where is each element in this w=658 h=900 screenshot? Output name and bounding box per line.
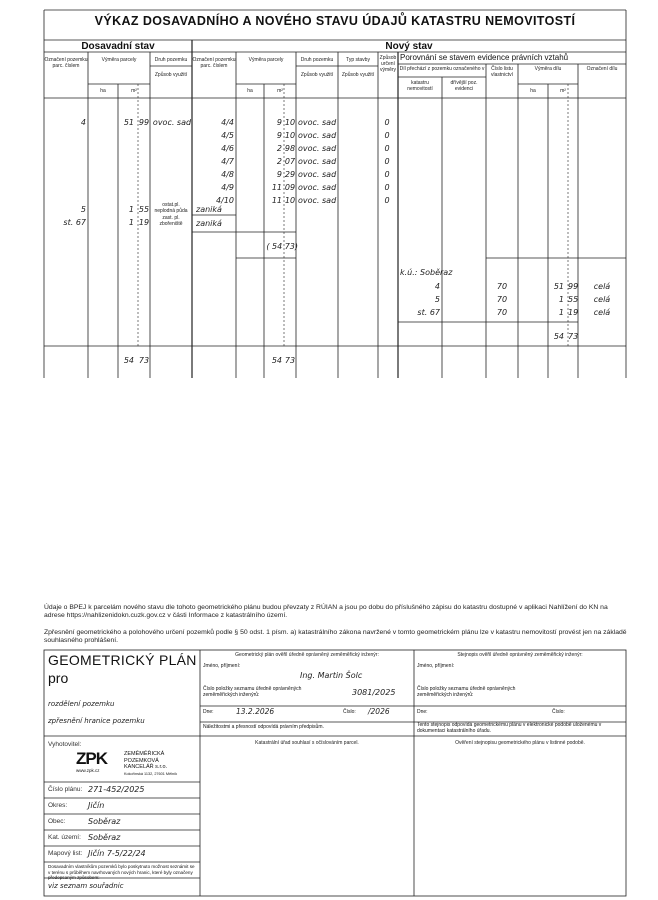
header-comp-m2: m² <box>560 88 566 94</box>
old-use: neplodná půda <box>154 208 188 214</box>
header-part-label: Označení dílu <box>586 66 618 72</box>
date-label: Dne: <box>203 709 214 715</box>
comp-ha: 1 <box>558 295 564 304</box>
maker-label: Vyhotovitel: <box>48 741 82 748</box>
office-text: Katastrální úřad souhlasí s očíslováním parcel. <box>255 740 359 746</box>
header-building: Typ stavby <box>346 57 370 63</box>
name-label-left: Jméno, příjmení: <box>203 663 241 669</box>
plan-pro: pro <box>48 670 69 686</box>
old-parcel: 5 <box>80 205 86 214</box>
new-parcel: 4/9 <box>221 183 234 192</box>
comp-label: celá <box>593 308 611 317</box>
district: Jičín <box>88 801 105 810</box>
comp-parcel: 4 <box>434 282 440 291</box>
precise-note: Zpřesnění geometrického a polohového určení pozemků podle § 50 odst. 1 písm. a) katastrálního zákona navržené v tomto geometrickém plánu lze v katastru nemovitostí provést jen na základě souhlasného prohlášení. <box>44 629 627 645</box>
map-sheet: Jičín 7-5/22/24 <box>88 849 146 858</box>
header-old-ha: ha <box>100 88 106 94</box>
comp-m2: 55 <box>568 295 579 304</box>
company-line-3: KANCELÁŘ s.r.o. <box>124 764 168 770</box>
new-m2: 10 <box>284 118 296 127</box>
header-part-area: Výměra dílu <box>534 66 562 72</box>
number-value: /2026 <box>368 707 390 716</box>
new-ha: 9 <box>276 131 282 140</box>
new-kind: ovoc. sad <box>298 118 337 127</box>
header-old-m2: m² <box>131 88 137 94</box>
company-line-2: POZEMKOVÁ <box>124 757 159 764</box>
old-m2: 55 <box>138 205 150 214</box>
header-new-kind: Druh pozemku <box>300 57 334 63</box>
new-parcel: 4/8 <box>221 170 234 179</box>
new-m2: 98 <box>284 144 296 153</box>
header-old-area: Výměra parcely <box>101 57 137 63</box>
old-kind: ostat.pl. <box>162 202 180 208</box>
old-kind: zast. pl. <box>162 215 180 221</box>
cadastral: Soběraz <box>88 833 121 842</box>
cadastral-label: Kat. území: <box>48 834 81 841</box>
header-area-method: Způsob určení výměry <box>379 55 397 73</box>
municipality: Soběraz <box>88 817 121 826</box>
new-parcel: 4/6 <box>221 144 234 153</box>
reg-label-left: Číslo položky seznamu úředně oprávněných zeměměřických inženýrů: <box>203 686 302 698</box>
header-new-parcel: Označení pozemku parc. číslem <box>192 57 236 69</box>
date-label-right: Dne: <box>417 709 428 715</box>
right-requirements: Tento stejnopis odpovídá geometrickému plánu v elektronické podobě uloženému v dokumentaci katastrálního úřadu. <box>417 722 602 734</box>
comp-label: celá <box>593 282 611 291</box>
ku-label: k.ú.: Soběraz <box>400 268 453 277</box>
new-subtotal: ( 54 73) <box>266 242 298 251</box>
new-ha: 2 <box>276 157 282 166</box>
map-label: Mapový list: <box>48 850 83 857</box>
reg-label-right: Číslo položky seznamu úředně oprávněných zeměměřických inženýrů: <box>417 686 516 698</box>
bpej-note: Údaje o BPEJ k parcelám nového stavu dle tohoto geometrického plánu budou převzaty z RÚIAN a jsou po dobu do příslušného zápisu do katastru dostupné v aplikaci Nahlížení do KN na adrese https://nahlizenidokn.cuzk.gov.cz v části Informace z katastrálního území. <box>44 604 608 620</box>
old-parcel: 4 <box>80 118 86 127</box>
new-kind: ovoc. sad <box>298 196 337 205</box>
header-lv: Číslo listu vlastnictví <box>491 66 513 78</box>
table-title: VÝKAZ DOSAVADNÍHO A NOVÉHO STAVU ÚDAJŮ KATASTRU NEMOVITOSTÍ <box>94 14 576 28</box>
plan-no-label: Číslo plánu: <box>48 786 83 793</box>
new-method: 0 <box>384 170 390 179</box>
old-kind: ovoc. sad <box>152 118 192 127</box>
logo-web: www.zpk.cz <box>76 768 100 773</box>
old-total-ha: 54 <box>123 356 134 365</box>
header-earlier: dřívější poz. evidenci <box>450 80 478 92</box>
number-label-right: Číslo: <box>552 709 565 715</box>
header-comp-ha: ha <box>530 88 536 94</box>
logo-text: ZPK <box>76 749 107 768</box>
comp-ha: 1 <box>558 308 564 317</box>
comp-parcel: st. 67 <box>417 308 440 317</box>
new-ha: 11 <box>271 183 282 192</box>
new-kind: ovoc. sad <box>298 183 337 192</box>
new-state-heading: Nový stav <box>385 41 433 52</box>
requirements-text: Náležitostmi a přesností odpovídá právním předpisům. <box>203 724 324 730</box>
new-parcel: 4/4 <box>221 118 234 127</box>
new-m2: 10 <box>284 196 296 205</box>
company-address: Kokořínská 1132, 27601 Mělník <box>124 771 178 776</box>
new-kind: ovoc. sad <box>298 131 337 140</box>
new-kind: ovoc. sad <box>298 157 337 166</box>
new-method: 0 <box>384 183 390 192</box>
header-cadastre: katastru nemovitostí <box>407 80 433 92</box>
municipality-label: Obec: <box>48 818 66 825</box>
name-label-right: Jméno, příjmení: <box>417 663 455 669</box>
new-method: 0 <box>384 144 390 153</box>
old-ha: 51 <box>123 118 134 127</box>
company-line-1: ZEMĚMĚŘICKÁ <box>124 751 165 757</box>
old-ha: 1 <box>128 218 134 227</box>
new-m2: 29 <box>284 170 296 179</box>
comp-lv: 70 <box>496 308 508 317</box>
old-parcel: st. 67 <box>63 218 86 227</box>
new-ha: 11 <box>271 196 282 205</box>
district-label: Okres: <box>48 802 68 809</box>
new-m2: 07 <box>284 157 296 166</box>
new-parcel: 4/10 <box>216 196 234 205</box>
zanika-2: zaniká <box>196 219 222 228</box>
coords-note: viz seznam souřadnic <box>48 882 124 890</box>
zanika-1: zaniká <box>196 205 222 214</box>
zpk-logo <box>76 749 120 775</box>
reg-number: 3081/2025 <box>352 688 396 697</box>
date-value: 13.2.2026 <box>236 707 275 716</box>
owners-note: Dosavadním vlastníkům pozemků bylo poskytnuto možnost seznámit se v terénu s průběhem navrhovaných nových hranic, které byly označeny předepsaným způsobem: <box>48 864 195 881</box>
new-ha: 9 <box>276 170 282 179</box>
comp-lv: 70 <box>496 282 508 291</box>
new-parcel: 4/7 <box>221 157 234 166</box>
new-kind: ovoc. sad <box>298 170 337 179</box>
comp-total-ha: 54 <box>553 332 564 341</box>
new-method: 0 <box>384 131 390 140</box>
header-new-m2: m² <box>277 88 283 94</box>
new-total-m2: 73 <box>284 356 296 365</box>
number-label: Číslo: <box>343 709 356 715</box>
old-total-m2: 73 <box>138 356 150 365</box>
new-method: 0 <box>384 196 390 205</box>
plan-purpose-2: zpřesnění hranice pozemku <box>48 717 145 725</box>
header-from-parcel: Díl přechází z pozemku označeného v <box>399 66 485 72</box>
old-state-heading: Dosavadní stav <box>81 41 155 52</box>
new-method: 0 <box>384 118 390 127</box>
plan-title: GEOMETRICKÝ PLÁN <box>48 652 197 668</box>
header-new-use: Způsob využití <box>300 72 334 78</box>
comparison-heading: Porovnání se stavem evidence právních vztahů <box>400 53 569 62</box>
old-m2: 99 <box>138 118 150 127</box>
engineer-name: Ing. Martin Šolc <box>300 671 363 680</box>
new-m2: 09 <box>284 183 296 192</box>
new-parcel: 4/5 <box>221 131 234 140</box>
new-kind: ovoc. sad <box>298 144 337 153</box>
plan-purpose-1: rozdělení pozemku <box>48 700 115 708</box>
header-new-ha: ha <box>247 88 253 94</box>
comp-label: celá <box>593 295 611 304</box>
new-m2: 10 <box>284 131 296 140</box>
comp-parcel: 5 <box>434 295 440 304</box>
comp-total-m2: 73 <box>568 332 579 341</box>
old-m2: 19 <box>138 218 150 227</box>
comp-ha: 51 <box>553 282 564 291</box>
new-method: 0 <box>384 157 390 166</box>
old-use: zbořeniště <box>159 221 183 227</box>
comp-m2: 19 <box>568 308 579 317</box>
header-old-use: Způsob využití <box>154 72 188 78</box>
plan-no: 271-452/2025 <box>88 785 145 794</box>
comp-m2: 99 <box>568 282 579 291</box>
old-ha: 1 <box>128 205 134 214</box>
new-total-ha: 54 <box>271 356 282 365</box>
comp-lv: 70 <box>496 295 508 304</box>
header-old-parcel: Označení pozemku parc. číslem <box>44 57 88 69</box>
verify-header-right: Stejnopis ověřil úředně oprávněný zeměměřický inženýr: <box>457 652 583 658</box>
company-name <box>124 751 177 777</box>
new-ha: 2 <box>276 144 282 153</box>
header-new-area: Výměra parcely <box>248 57 284 63</box>
new-ha: 9 <box>276 118 282 127</box>
copy-ok-text: Ověření stejnopisu geometrického plánu v listinné podobě. <box>455 740 585 746</box>
header-old-kind: Druh pozemku <box>154 57 188 63</box>
verify-header-left: Geometrický plán ověřil úředně oprávněný zeměměřický inženýr: <box>235 652 379 658</box>
header-building-use: Způsob využití <box>341 72 375 78</box>
